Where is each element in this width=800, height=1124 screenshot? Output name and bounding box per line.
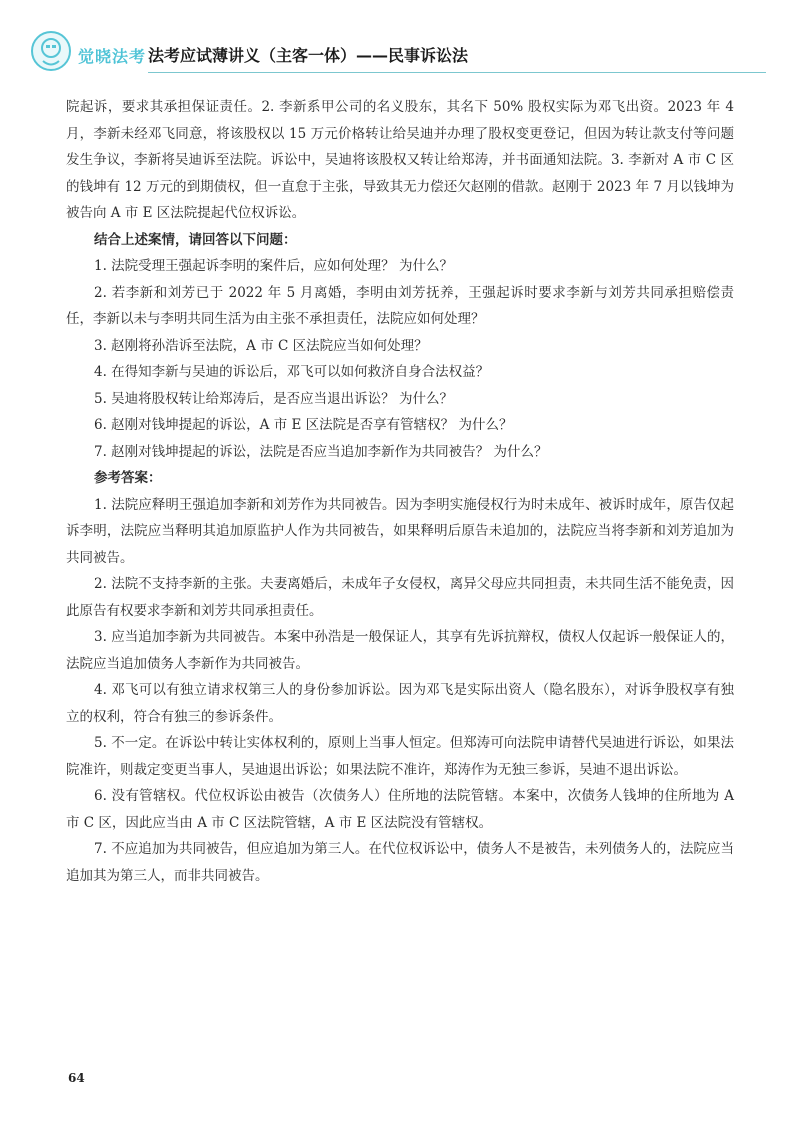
answer-item: 1. 法院应释明王强追加李新和刘芳作为共同被告。因为李明实施侵权行为时未成年、被诉时成年，原告仅起诉李明，法院应当释明其追加原监护人作为共同被告，如果释明后原告未追加的，法院应当将李新和刘芳追加为共同被告。 (66, 496, 734, 566)
question-item: 4. 在得知李新与吴迪的诉讼后，邓飞可以如何救济自身合法权益？ (94, 364, 490, 380)
brand-name: 觉晓法考 (78, 47, 147, 66)
question-item: 5. 吴迪将股权转让给郑涛后，是否应当退出诉讼？ 为什么？ (94, 390, 453, 407)
questions-heading: 结合上述案情，请回答以下问题： (94, 231, 297, 248)
book-title: 法考应试薄讲义（主客一体）——民事诉讼法 (148, 46, 469, 65)
page-number: 64 (68, 1071, 85, 1085)
answer-item: 2. 法院不支持李新的主张。夫妻离婚后，未成年子女侵权，离异父母应共同担责，未共同生活不能免责，因此原告有权要求李新和刘芳共同承担责任。 (66, 576, 734, 619)
page-header (30, 30, 770, 80)
question-item: 7. 赵刚对钱坤提起的诉讼，法院是否应当追加李新作为共同被告？ 为什么？ (94, 443, 548, 460)
question-item: 2. 若李新和刘芳已于 2022 年 5 月离婚，李明由刘芳抚养，王强起诉时要求李新与刘芳共同承担赔偿责任，李新以未与李明共同生活为由主张不承担责任，法院应如何处理？ (66, 284, 734, 327)
answer-item: 6. 没有管辖权。代位权诉讼由被告（次债务人）住所地的法院管辖。本案中，次债务人钱坤的住所地为 A 市 C 区，因此应当由 A 市 C 区法院管辖，A 市 E 区法院没有管辖权。 (66, 788, 734, 831)
main-content (66, 94, 734, 889)
answer-item: 5. 不一定。在诉讼中转让实体权利的，原则上当事人恒定。但郑涛可向法院申请替代吴迪进行诉讼，如果法院准许，则裁定变更当事人，吴迪退出诉讼；如果法院不准许，郑涛作为无独三参诉，吴迪不退出诉讼。 (66, 735, 734, 778)
answer-item: 4. 邓飞可以有独立请求权第三人的身份参加诉讼。因为邓飞是实际出资人（隐名股东），对诉争股权享有独立的权利，符合有独三的参诉条件。 (66, 682, 734, 725)
answer-item: 7. 不应追加为共同被告，但应追加为第三人。在代位权诉讼中，债务人不是被告，未列债务人的，法院应当追加其为第三人，而非共同被告。 (66, 841, 734, 884)
header-divider (148, 72, 766, 73)
answers-heading: 参考答案： (94, 470, 162, 486)
question-item: 3. 赵刚将孙浩诉至法院，A 市 C 区法院应当如何处理？ (94, 337, 428, 354)
brand-logo-icon (30, 30, 72, 72)
case-intro-paragraph: 院起诉，要求其承担保证责任。2. 李新系甲公司的名义股东，其名下 50% 股权实际为邓飞出资。2023 年 4 月，李新未经邓飞同意，将该股权以 15 万元价格转让给吴迪并办理了股权变更登记，但因为转让款支付等问题发生争议，李新将吴迪诉至法院。诉讼中，吴迪将该股权又转让给郑涛，并书面通知法院。3. 李新对 A 市 C 区的钱坤有 12 万元的到期债权，但一直怠于主张，导致其无力偿还欠赵刚的借款。赵刚于 2023 年 7 月以钱坤为被告向 A 市 E 区法院提起代位权诉讼。 (66, 99, 734, 221)
question-item: 6. 赵刚对钱坤提起的诉讼，A 市 E 区法院是否享有管辖权？ 为什么？ (94, 417, 513, 433)
question-item: 1. 法院受理王强起诉李明的案件后，应如何处理？ 为什么？ (94, 258, 453, 274)
answer-item: 3. 应当追加李新为共同被告。本案中孙浩是一般保证人，其享有先诉抗辩权，债权人仅起诉一般保证人的，法院应当追加债务人李新作为共同被告。 (66, 629, 734, 672)
